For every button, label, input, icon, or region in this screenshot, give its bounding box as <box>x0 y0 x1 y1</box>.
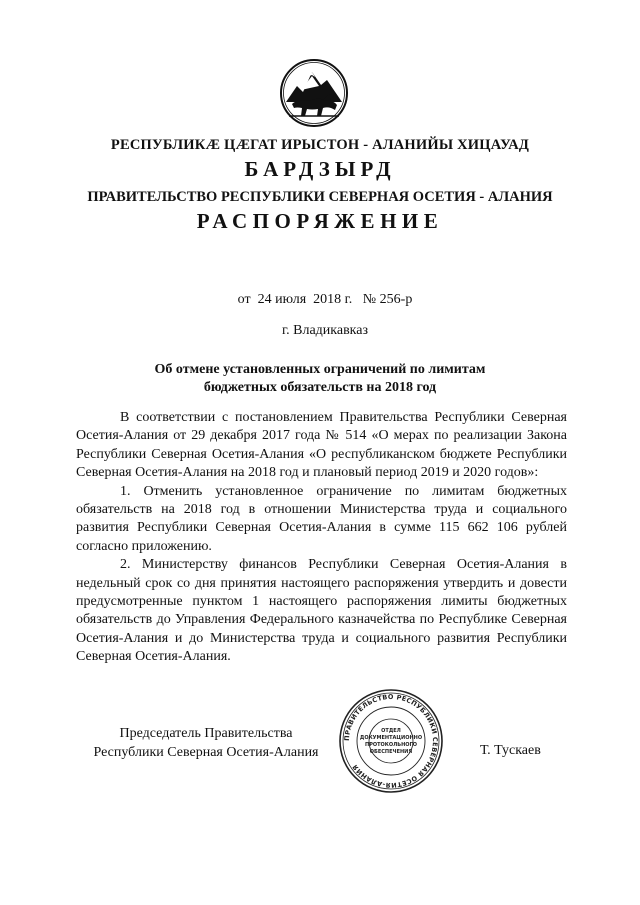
signatory-position <box>76 725 336 762</box>
ossetian-doc-type: БАРДЗЫРД <box>244 157 396 181</box>
government-title: ПРАВИТЕЛЬСТВО РЕСПУБЛИКИ СЕВЕРНАЯ ОСЕТИЯ - АЛАНИЯ <box>87 189 553 205</box>
seal-center-line-4: ОБЕСПЕЧЕНИЯ <box>369 749 413 755</box>
signatory-position-line-1: Председатель Правительства <box>119 726 293 741</box>
subject-line-2: бюджетных обязательств на 2018 год <box>203 380 437 395</box>
seal-center-line-1: ОТДЕЛ <box>381 728 401 734</box>
doc-city: г. Владикавказ <box>281 323 369 338</box>
subject-line-1: Об отмене установленных ограничений по лимитам <box>154 362 486 377</box>
seal-ring-text: ПРАВИТЕЛЬСТВО РЕСПУБЛИКИ СЕВЕРНАЯ ОСЕТИЯ-АЛАНИЯ <box>342 692 440 790</box>
doc-subject <box>120 361 520 397</box>
coat-of-arms-emblem-icon <box>279 58 349 128</box>
seal-center-line-3: ПРОТОКОЛЬНОГО <box>365 742 417 748</box>
signatory-position-line-2: Республики Северная Осетия-Алания <box>93 744 319 760</box>
body-paragraph-item-1: 1. Отменить установленное ограничение по лимитам бюджетных обязательств на 2018 год в отношении Министерства труда и социального развития Республики Северная Осетия-Алания в сумме 115 662 106 рублей согласно приложению. <box>76 483 567 554</box>
official-seal-stamp-icon <box>338 688 444 794</box>
body-paragraph-preamble: В соответствии с постановлением Правительства Республики Северная Осетия-Алания от 29 декабря 2017 года № 514 «О мерах по реализации Закона Республики Северная Осетия-Алания «О республиканском бюджете Республики Северная Осетия-Алания на 2018 год и плановый период 2019 и 2020 годов»: <box>76 410 567 481</box>
ossetian-government-title: РЕСПУБЛИКӔ ЦӔГАТ ИРЫСТОН - АЛАНИЙЫ ХИЦАУАД <box>110 137 530 153</box>
doc-type-title: РАСПОРЯЖЕНИЕ <box>196 209 444 233</box>
seal-center-line-2: ДОКУМЕНТАЦИОННО <box>359 735 423 741</box>
signatory-name: Т. Тускаев <box>480 743 541 758</box>
doc-date-number: от 24 июля 2018 г. № 256-р <box>237 292 413 307</box>
doc-body <box>76 409 567 667</box>
body-paragraph-item-2: 2. Министерству финансов Республики Северная Осетия-Алания в недельный срок со дня принятия настоящего распоряжения утвердить и довести предусмотренные пунктом 1 настоящего распоряжения лимиты бюджетных обязательств до Управления Федерального казначейства по Республике Северная Осетия-Алания и до Министерства труда и социального развития Республики Северная Осетия-Алания. <box>76 557 567 665</box>
